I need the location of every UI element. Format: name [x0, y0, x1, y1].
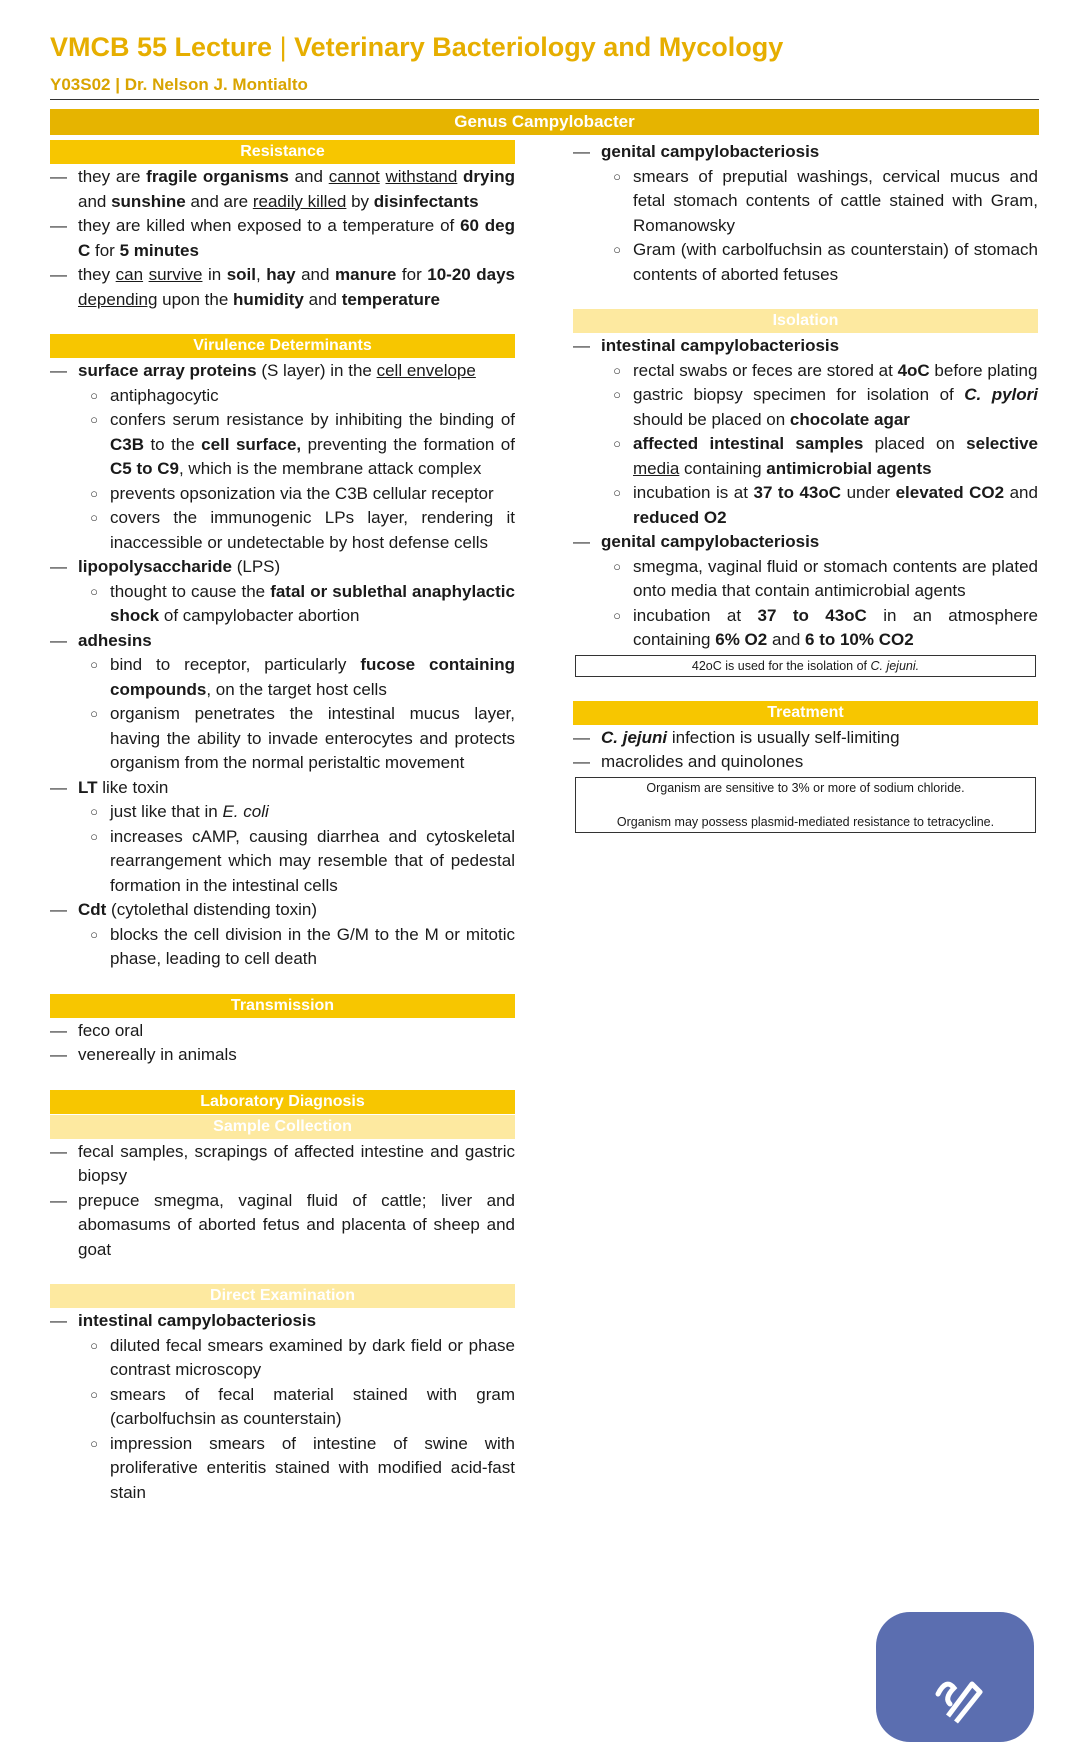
- circle-bullet-icon: ○: [613, 242, 621, 257]
- circle-bullet-icon: ○: [613, 436, 621, 451]
- dash-icon: —: [50, 1141, 67, 1161]
- bullet-item: — prepuce smegma, vaginal fluid of cattle; liver and abomasums of aborted fetus and placenta of sheep and goat: [50, 1189, 515, 1263]
- sub-bullet-item: ○ organism penetrates the intestinal mucus layer, having the ability to invade enterocytes and protects organism from the normal peristaltic movement: [50, 702, 515, 776]
- circle-bullet-icon: ○: [90, 583, 98, 599]
- sub-bullet-item: ○ just like that in E. coli: [50, 800, 515, 825]
- bullet-item: — adhesins: [50, 629, 515, 654]
- circle-bullet-icon: ○: [613, 607, 621, 623]
- bullet-item: — genital campylobacteriosis: [573, 530, 1038, 555]
- sub-bullet-item: ○ incubation at 37 to 43oC in an atmosphere containing 6% O2 and 6 to 10% CO2: [573, 604, 1038, 653]
- bullet-item: — surface array proteins (S layer) in the cell envelope: [50, 359, 515, 384]
- sub-bullet-item: ○ thought to cause the fatal or sublethal anaphylactic shock of campylobacter abortion: [50, 580, 515, 629]
- dash-icon: —: [50, 167, 67, 186]
- circle-bullet-icon: ○: [613, 558, 621, 574]
- subsection-heading-sample-collection: Sample Collection: [50, 1115, 515, 1139]
- circle-bullet-icon: ○: [90, 1435, 98, 1451]
- sub-bullet-item: ○ covers the immunogenic LPs layer, rendering it inaccessible or undetectable by host defense cells: [50, 506, 515, 555]
- dash-icon: —: [573, 532, 590, 551]
- dash-icon: —: [573, 752, 590, 771]
- dash-icon: —: [50, 900, 67, 919]
- circle-bullet-icon: ○: [613, 485, 621, 500]
- bullet-item: — genital campylobacteriosis: [573, 140, 1038, 165]
- sub-bullet-item: ○ antiphagocytic: [50, 384, 515, 409]
- dash-icon: —: [50, 1190, 67, 1210]
- dash-icon: —: [50, 361, 67, 380]
- sub-bullet-item: ○ gastric biopsy specimen for isolation of C. pylori should be placed on chocolate agar: [573, 383, 1038, 432]
- sub-bullet-item: ○ affected intestinal samples placed on selective media containing antimicrobial agents: [573, 432, 1038, 481]
- sub-bullet-item: ○ smegma, vaginal fluid or stomach contents are plated onto media that contain antimicrobial agents: [573, 555, 1038, 604]
- subsection-heading-isolation: Isolation: [573, 309, 1038, 333]
- circle-bullet-icon: ○: [90, 510, 98, 525]
- dash-icon: —: [50, 1311, 67, 1330]
- dash-icon: —: [573, 727, 590, 747]
- treatment-note-box: Organism are sensitive to 3% or more of sodium chloride. Organism may possess plasmid-mediated resistance to tetracycline.: [575, 777, 1036, 833]
- sub-bullet-item: ○ bind to receptor, particularly fucose containing compounds, on the target host cells: [50, 653, 515, 702]
- section-heading-transmission: Transmission: [50, 994, 515, 1018]
- bullet-item: — LT like toxin: [50, 776, 515, 801]
- document-title: [50, 30, 783, 64]
- pencil-edit-icon: [928, 1664, 984, 1724]
- circle-bullet-icon: ○: [90, 1337, 98, 1353]
- circle-bullet-icon: ○: [90, 1386, 98, 1402]
- sub-bullet-item: ○ confers serum resistance by inhibiting the binding of C3B to the cell surface, preventing the formation of C5 to C9, which is the membrane attack complex: [50, 408, 515, 482]
- bullet-item: — venereally in animals: [50, 1043, 515, 1068]
- section-heading-resistance: Resistance: [50, 140, 515, 164]
- dash-icon: —: [50, 265, 67, 284]
- bullet-item: — C. jejuni infection is usually self-limiting: [573, 726, 1038, 751]
- circle-bullet-icon: ○: [90, 804, 98, 819]
- circle-bullet-icon: ○: [90, 412, 98, 427]
- sub-bullet-item: ○ smears of preputial washings, cervical mucus and fetal stomach contents of cattle stained with Gram, Romanowsky: [573, 165, 1038, 239]
- course-title: Veterinary Bacteriology and Mycology: [294, 32, 784, 62]
- bullet-item: — lipopolysaccharide (LPS): [50, 555, 515, 580]
- course-code: VMCB 55 Lecture: [50, 32, 273, 62]
- section-heading-treatment: Treatment: [573, 701, 1038, 725]
- dash-icon: —: [50, 630, 67, 650]
- circle-bullet-icon: ○: [613, 362, 621, 378]
- dash-icon: —: [50, 777, 67, 797]
- circle-bullet-icon: ○: [613, 168, 621, 184]
- sub-bullet-item: ○ blocks the cell division in the G/M to the M or mitotic phase, leading to cell death: [50, 923, 515, 972]
- genus-heading: Genus Campylobacter: [50, 109, 1039, 135]
- bullet-item: — Cdt (cytolethal distending toxin): [50, 898, 515, 923]
- dash-icon: —: [50, 1020, 67, 1040]
- right-column: [573, 140, 1038, 835]
- circle-bullet-icon: ○: [90, 706, 98, 721]
- circle-bullet-icon: ○: [90, 828, 98, 844]
- sub-bullet-item: ○ smears of fecal material stained with gram (carbolfuchsin as counterstain): [50, 1383, 515, 1432]
- edit-fab-button[interactable]: [876, 1612, 1034, 1742]
- dash-icon: —: [50, 216, 67, 235]
- isolation-note-box: 42oC is used for the isolation of C. jejuni.: [575, 655, 1036, 677]
- bullet-item: — they are fragile organisms and cannot withstand drying and sunshine and are readily killed by disinfectants: [50, 165, 515, 214]
- bullet-item: — they are killed when exposed to a temperature of 60 deg C for 5 minutes: [50, 214, 515, 263]
- dash-icon: —: [50, 557, 67, 576]
- circle-bullet-icon: ○: [613, 387, 621, 402]
- left-column: [50, 140, 515, 1505]
- sub-bullet-item: ○ diluted fecal smears examined by dark field or phase contrast microscopy: [50, 1334, 515, 1383]
- dash-icon: —: [573, 142, 590, 161]
- section-heading-virulence: Virulence Determinants: [50, 334, 515, 358]
- sub-bullet-item: ○ impression smears of intestine of swine with proliferative enteritis stained with modified acid-fast stain: [50, 1432, 515, 1506]
- dash-icon: —: [573, 336, 590, 355]
- title-separator: |: [279, 32, 287, 62]
- document-subtitle: Y03S02 | Dr. Nelson J. Montialto: [50, 75, 308, 94]
- sub-bullet-item: ○ rectal swabs or feces are stored at 4oC before plating: [573, 359, 1038, 384]
- header-divider: [50, 99, 1039, 100]
- bullet-item: — fecal samples, scrapings of affected intestine and gastric biopsy: [50, 1140, 515, 1189]
- sub-bullet-item: ○ incubation is at 37 to 43oC under elevated CO2 and reduced O2: [573, 481, 1038, 530]
- bullet-item: — they can survive in soil, hay and manure for 10-20 days depending upon the humidity and temperature: [50, 263, 515, 312]
- sub-bullet-item: ○ increases cAMP, causing diarrhea and cytoskeletal rearrangement which may resemble that of pedestal formation in the intestinal cells: [50, 825, 515, 899]
- circle-bullet-icon: ○: [90, 926, 98, 942]
- circle-bullet-icon: ○: [90, 387, 98, 403]
- circle-bullet-icon: ○: [90, 657, 98, 672]
- sub-bullet-item: ○ prevents opsonization via the C3B cellular receptor: [50, 482, 515, 507]
- bullet-item: — feco oral: [50, 1019, 515, 1044]
- section-heading-lab-diagnosis: Laboratory Diagnosis: [50, 1090, 515, 1114]
- sub-bullet-item: ○ Gram (with carbolfuchsin as counterstain) of stomach contents of aborted fetuses: [573, 238, 1038, 287]
- circle-bullet-icon: ○: [90, 485, 98, 501]
- bullet-item: — macrolides and quinolones: [573, 750, 1038, 775]
- subsection-heading-direct-examination: Direct Examination: [50, 1284, 515, 1308]
- dash-icon: —: [50, 1045, 67, 1064]
- bullet-item: — intestinal campylobacteriosis: [573, 334, 1038, 359]
- bullet-item: — intestinal campylobacteriosis: [50, 1309, 515, 1334]
